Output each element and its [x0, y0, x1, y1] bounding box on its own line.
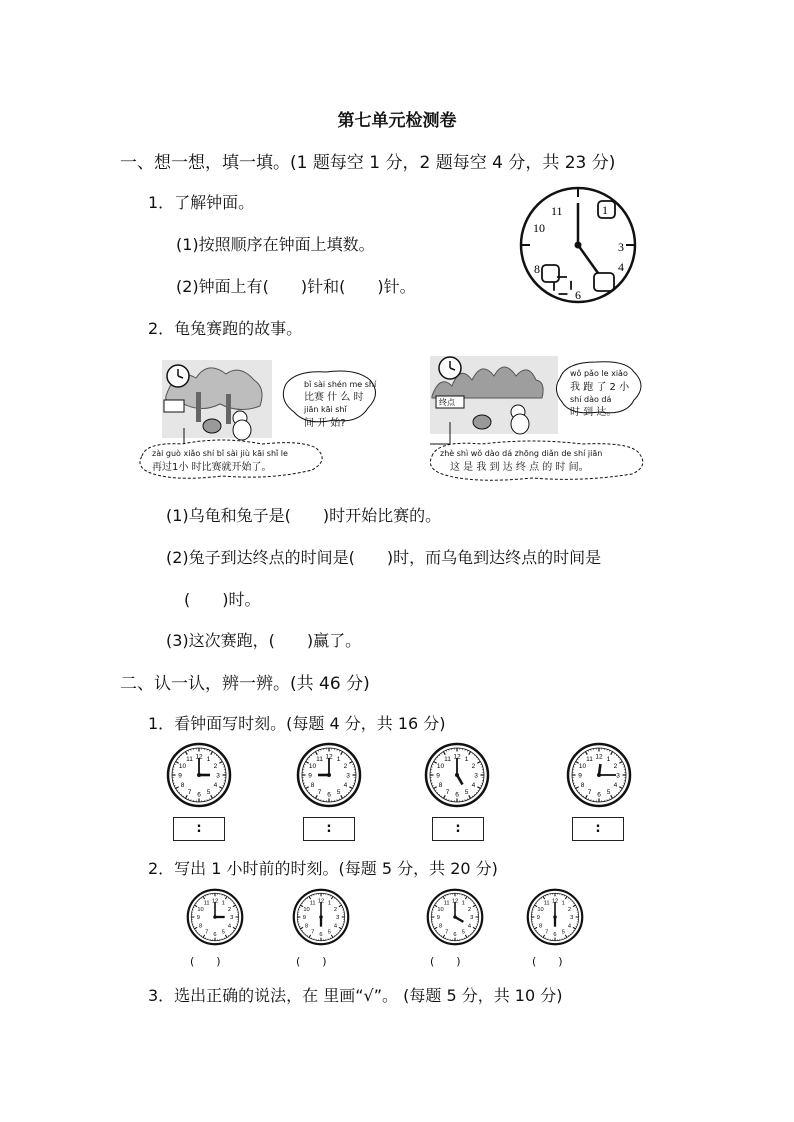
- clock-dial-number: 9: [178, 772, 182, 780]
- clock-dial-number: 8: [438, 923, 443, 930]
- clock-dial-number: 12: [451, 898, 459, 905]
- answer-paren[interactable]: ( ): [190, 955, 221, 968]
- clock-number: 8: [534, 262, 540, 276]
- clock-dial-number: 1: [206, 756, 211, 764]
- clock-dial-number: 9: [536, 915, 540, 922]
- clock-dial-number: 11: [203, 900, 210, 907]
- clock-dial-number: 8: [198, 923, 203, 930]
- clock-dial-number: 10: [436, 763, 445, 770]
- race-start-illustration: [136, 356, 398, 482]
- time-answer-box[interactable]: :: [173, 817, 225, 841]
- clock-dial-number: 3: [216, 772, 220, 780]
- clock-dial-number: 7: [317, 788, 322, 796]
- clock-dial-number: 4: [227, 923, 232, 930]
- clock-face: [166, 742, 232, 808]
- scene2-right-text2: 时 到 达。: [570, 407, 617, 418]
- clock-number: 6: [575, 288, 581, 302]
- clock-dial-number: 3: [616, 772, 620, 780]
- clock-dial-number: 8: [310, 782, 315, 789]
- clock-dial-number: 5: [606, 788, 611, 796]
- clock-dial-number: 6: [213, 931, 217, 938]
- clock-dial-number: 11: [543, 900, 550, 907]
- clock-dial-number: 8: [580, 782, 585, 789]
- clock-dial-number: 7: [587, 788, 592, 796]
- time-answer-box[interactable]: :: [303, 817, 355, 841]
- scene1-right-text2: 间 开 始?: [304, 418, 346, 429]
- clock-dial-number: 12: [595, 753, 603, 761]
- clock-dial-number: 1: [336, 756, 341, 764]
- clock-face: [296, 742, 362, 808]
- p2-q2-title: 2．写出 1 小时前的时刻。(每题 5 分，共 20 分): [148, 859, 498, 878]
- scene1-right-pinyin1: bǐ sài shén me shí: [304, 380, 377, 389]
- scene1-right-text1: 比赛 什 么 时: [304, 392, 364, 403]
- time-answer-box[interactable]: :: [432, 817, 484, 841]
- answer-paren[interactable]: ( ): [532, 955, 563, 968]
- clock-dial-number: 2: [343, 763, 348, 770]
- clock-dial-number: 7: [205, 929, 209, 936]
- clock-dial-number: 7: [311, 929, 315, 936]
- clock-dial-number: 5: [336, 788, 341, 796]
- clock-dial-number: 1: [606, 756, 611, 764]
- scene1-bottom-pinyin: zài guò xiǎo shí bǐ sài jiù kāi shǐ le: [152, 449, 288, 458]
- clock-dial-number: 8: [538, 923, 543, 930]
- page-title: 第七单元检测卷: [337, 111, 457, 131]
- clock-dial-number: 12: [195, 753, 203, 761]
- clock-dial-number: 10: [197, 906, 204, 913]
- clock-dial-number: 9: [308, 772, 312, 780]
- clock-dial-number: 3: [470, 915, 474, 922]
- clock-dial-number: 2: [333, 906, 338, 913]
- q2-sub1: (1)乌龟和兔子是( )时开始比赛的。: [166, 506, 442, 525]
- clock-number: 4: [618, 260, 624, 274]
- clock-dial-number: 11: [316, 756, 323, 764]
- clock-number: 11: [551, 204, 563, 218]
- clock-dial-number: 10: [308, 763, 317, 770]
- clock-dial-number: 10: [578, 763, 587, 770]
- clock-dial-number: 11: [443, 900, 450, 907]
- clock-dial-number: 5: [461, 929, 465, 936]
- clock-number: 1: [602, 203, 608, 217]
- clock-dial-number: 11: [186, 756, 193, 764]
- q2-sub3: (3)这次赛跑，( )赢了。: [166, 631, 362, 650]
- clock-dial-number: 4: [567, 923, 572, 930]
- q1-sub1: (1)按照顺序在钟面上填数。: [176, 235, 375, 254]
- clock-dial-number: 7: [445, 929, 449, 936]
- clock-dial-number: 1: [221, 900, 225, 907]
- clock-dial-number: 8: [180, 782, 185, 789]
- clock-dial-number: 4: [213, 782, 218, 789]
- time-answer-box[interactable]: :: [572, 817, 624, 841]
- q1-sub2: (2)钟面上有( )针和( )针。: [176, 277, 416, 296]
- part1-heading: 一、想一想，填一填。(1 题每空 1 分，2 题每空 4 分，共 23 分): [120, 153, 616, 173]
- clock-dial-number: 10: [178, 763, 187, 770]
- clock-dial-number: 4: [467, 923, 472, 930]
- part2-heading: 二、认一认，辨一辨。(共 46 分): [120, 674, 370, 694]
- clock-dial-number: 4: [343, 782, 348, 789]
- scene2-right-pinyin2: shí dào dá: [570, 395, 612, 404]
- clock-face: [424, 742, 490, 808]
- answer-paren[interactable]: ( ): [430, 955, 461, 968]
- blank-clock-face: [518, 185, 638, 305]
- clock-dial-number: 10: [303, 906, 310, 913]
- clock-face: [526, 888, 584, 946]
- clock-dial-number: 3: [230, 915, 234, 922]
- answer-paren[interactable]: ( ): [296, 955, 327, 968]
- clock-dial-number: 6: [455, 791, 459, 799]
- clock-dial-number: 4: [333, 923, 338, 930]
- clock-dial-number: 4: [471, 782, 476, 789]
- clock-dial-number: 6: [597, 791, 601, 799]
- clock-dial-number: 7: [545, 929, 549, 936]
- scene2-right-text1: 我 跑 了 2 小: [570, 382, 630, 393]
- clock-dial-number: 6: [553, 931, 557, 938]
- q2-sub2b: ( )时。: [184, 590, 261, 609]
- clock-dial-number: 9: [436, 915, 440, 922]
- clock-dial-number: 12: [325, 753, 333, 761]
- clock-dial-number: 7: [445, 788, 450, 796]
- clock-dial-number: 5: [206, 788, 211, 796]
- clock-dial-number: 6: [327, 791, 331, 799]
- clock-face: [566, 742, 632, 808]
- clock-dial-number: 6: [453, 931, 457, 938]
- clock-dial-number: 4: [613, 782, 618, 789]
- clock-dial-number: 9: [196, 915, 200, 922]
- clock-dial-number: 2: [213, 763, 218, 770]
- clock-dial-number: 12: [317, 898, 325, 905]
- clock-dial-number: 5: [464, 788, 469, 796]
- q2-sub2a: (2)兔子到达终点的时间是( )时，而乌龟到达终点的时间是: [166, 548, 602, 567]
- clock-dial-number: 12: [453, 753, 461, 761]
- clock-face: [426, 888, 484, 946]
- clock-dial-number: 12: [211, 898, 219, 905]
- clock-dial-number: 3: [346, 772, 350, 780]
- clock-dial-number: 1: [461, 900, 465, 907]
- clock-dial-number: 10: [537, 906, 544, 913]
- clock-dial-number: 5: [327, 929, 331, 936]
- clock-dial-number: 1: [464, 756, 469, 764]
- clock-dial-number: 10: [437, 906, 444, 913]
- clock-dial-number: 6: [197, 791, 201, 799]
- p2-q3-title: 3．选出正确的说法，在 里画“√”。 (每题 5 分，共 10 分): [148, 986, 563, 1005]
- clock-dial-number: 8: [304, 923, 309, 930]
- clock-dial-number: 9: [578, 772, 582, 780]
- clock-dial-number: 2: [567, 906, 572, 913]
- clock-dial-number: 5: [561, 929, 565, 936]
- clock-dial-number: 11: [309, 900, 316, 907]
- clock-dial-number: 2: [467, 906, 472, 913]
- clock-face: [292, 888, 350, 946]
- clock-dial-number: 3: [336, 915, 340, 922]
- race-finish-illustration: [424, 352, 654, 482]
- scene2-right-pinyin1: wǒ pǎo le xiǎo: [570, 369, 628, 378]
- clock-dial-number: 8: [438, 782, 443, 789]
- clock-dial-number: 5: [221, 929, 225, 936]
- clock-number: 10: [533, 221, 545, 235]
- p2-q1-title: 1．看钟面写时刻。(每题 4 分，共 16 分): [148, 714, 446, 733]
- clock-dial-number: 11: [444, 756, 451, 764]
- clock-dial-number: 9: [436, 772, 440, 780]
- scene2-bottom-text: 这 是 我 到 达 终 点 的 时 间。: [450, 462, 589, 473]
- clock-dial-number: 3: [474, 772, 478, 780]
- clock-face: [186, 888, 244, 946]
- clock-dial-number: 6: [319, 931, 323, 938]
- clock-dial-number: 2: [227, 906, 232, 913]
- clock-dial-number: 1: [561, 900, 565, 907]
- scene1-right-pinyin2: jiān kāi shǐ: [304, 405, 347, 414]
- clock-number: 3: [618, 240, 624, 254]
- q2-title: 2．龟兔赛跑的故事。: [148, 319, 303, 338]
- clock-dial-number: 11: [586, 756, 593, 764]
- clock-dial-number: 7: [187, 788, 192, 796]
- scene2-bottom-pinyin: zhè shì wǒ dào dá zhōng diǎn de shí jiān: [440, 449, 603, 458]
- clock-dial-number: 9: [302, 915, 306, 922]
- finish-sign: 终点: [439, 398, 455, 407]
- clock-dial-number: 12: [551, 898, 559, 905]
- clock-dial-number: 2: [471, 763, 476, 770]
- clock-dial-number: 1: [327, 900, 331, 907]
- clock-dial-number: 2: [613, 763, 618, 770]
- scene1-bottom-text: 再过1小 时比赛就开始了。: [152, 462, 272, 473]
- q1-title: 1．了解钟面。: [148, 193, 255, 212]
- clock-dial-number: 3: [570, 915, 574, 922]
